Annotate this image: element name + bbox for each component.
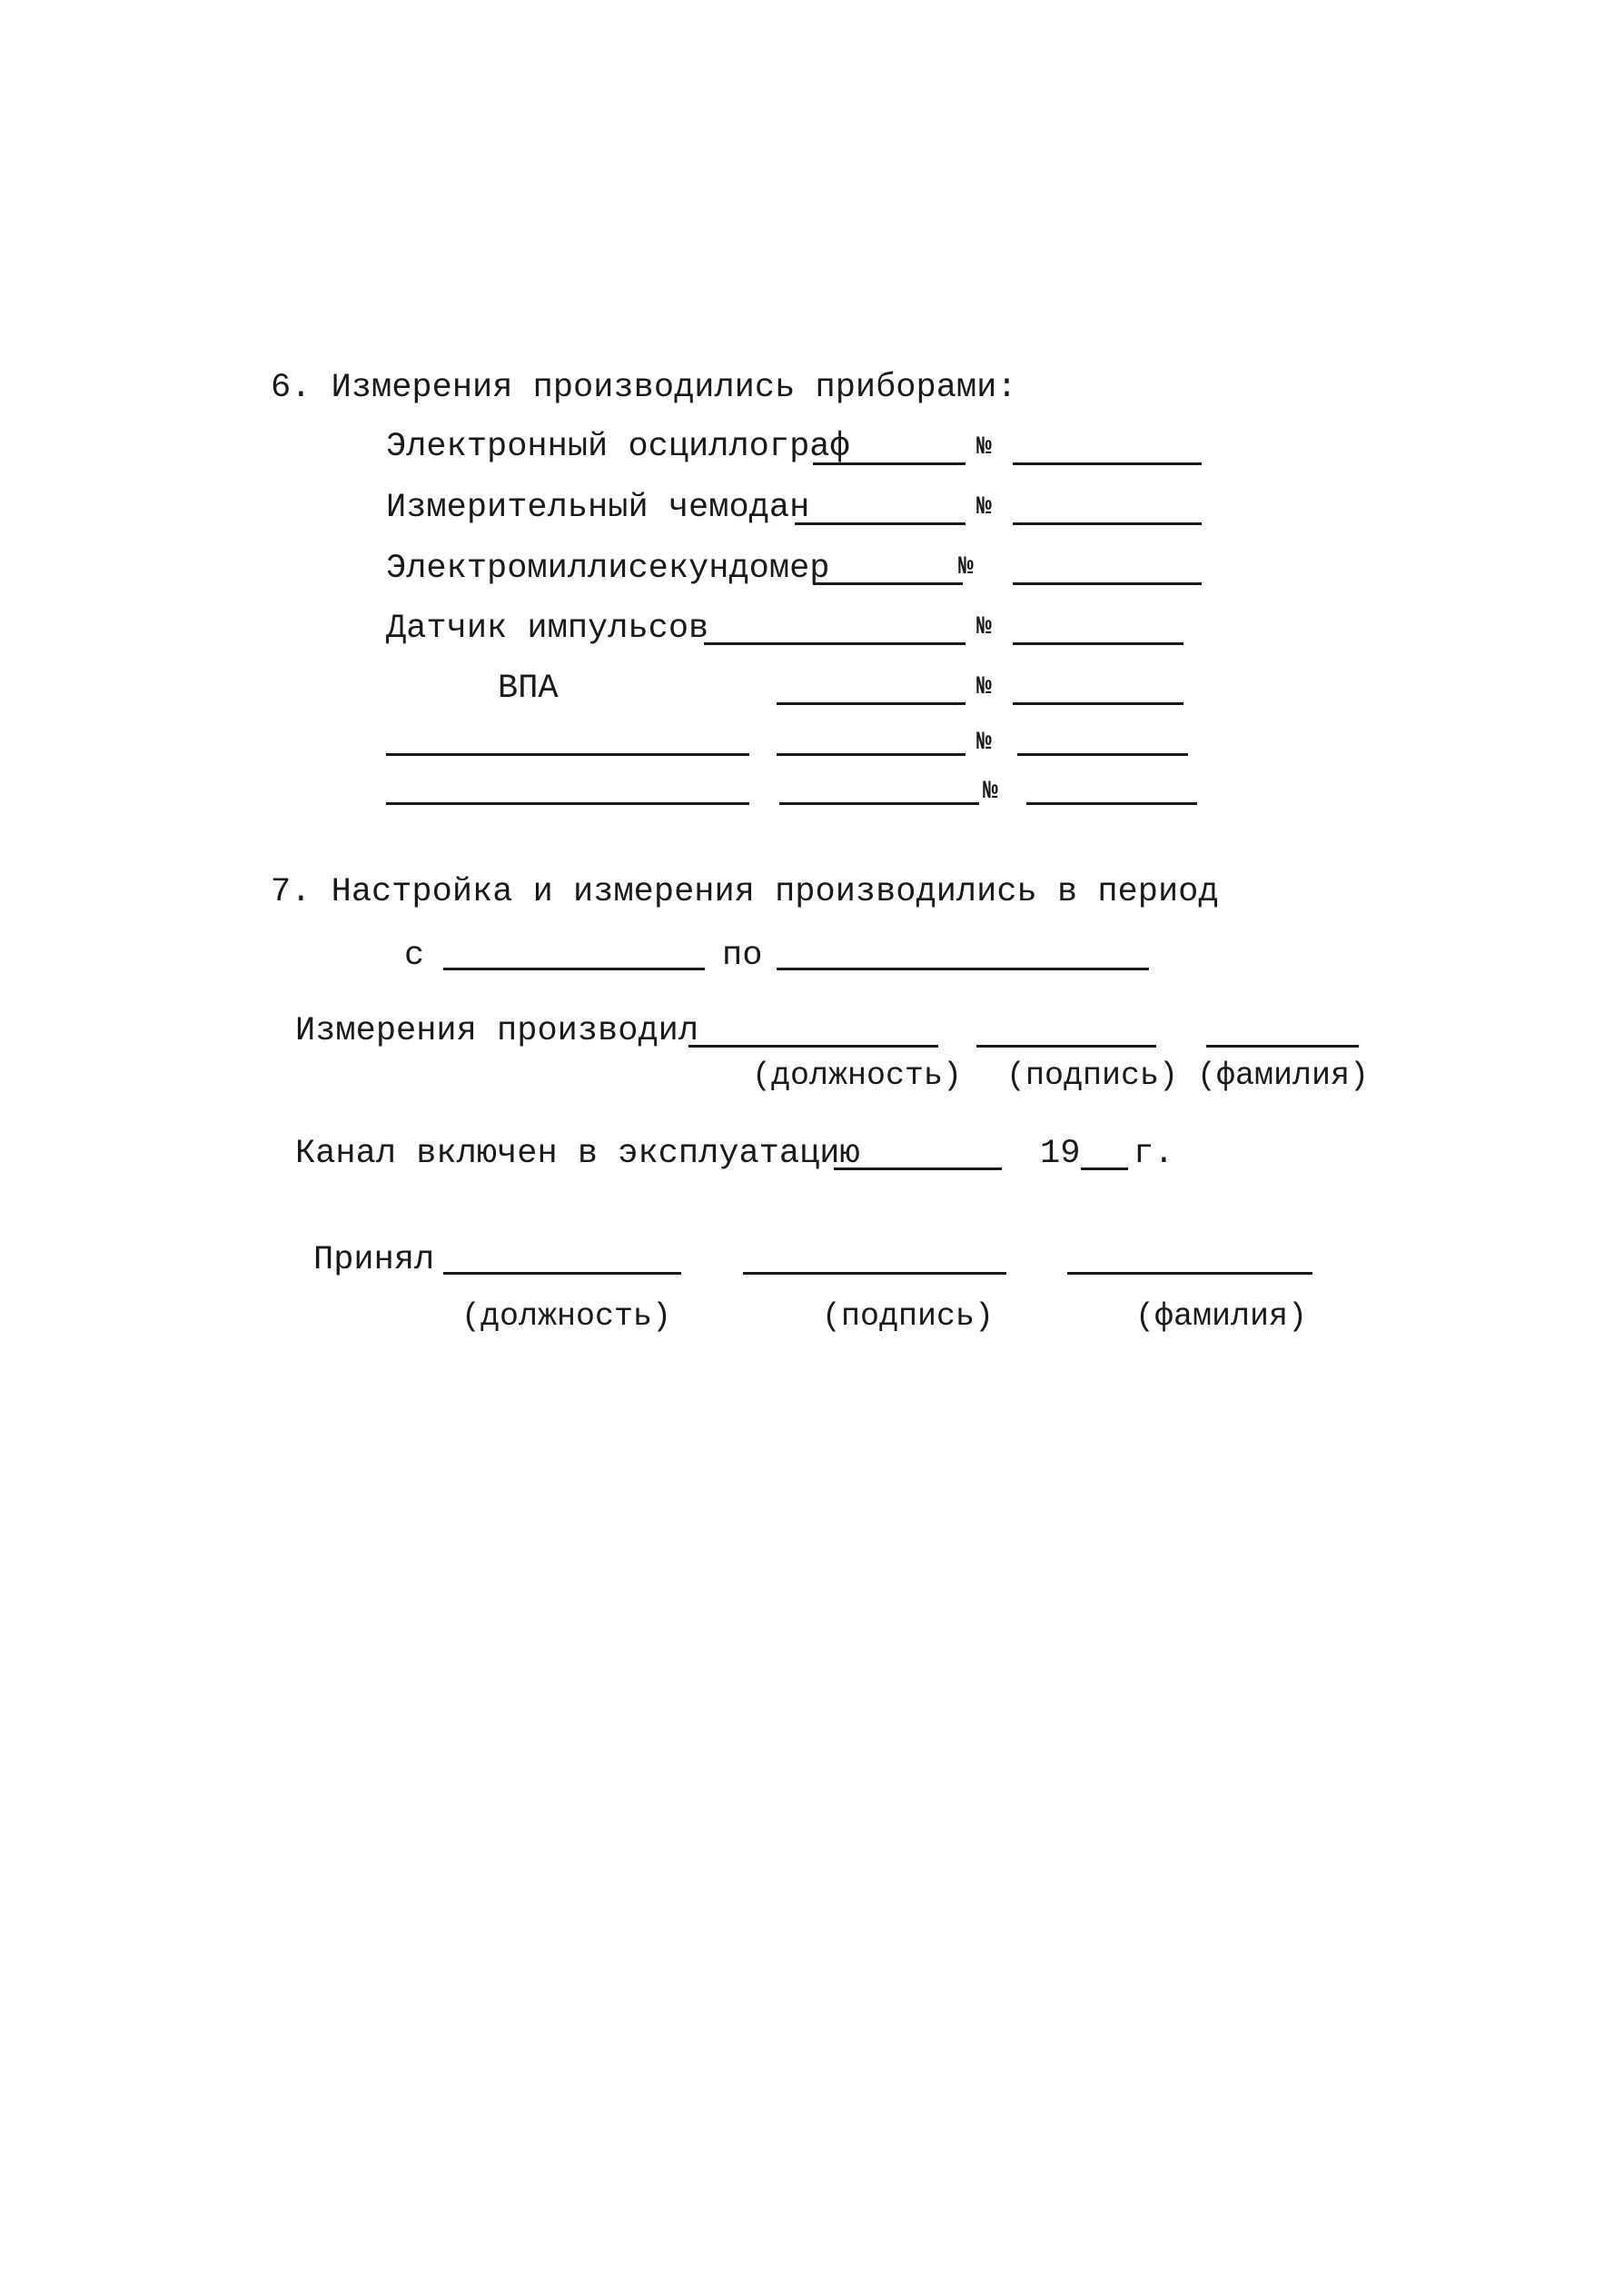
measured-by-signature-field[interactable] (976, 1045, 1156, 1048)
period-to-label: по (722, 937, 763, 975)
instrument-type-field[interactable] (777, 702, 965, 705)
instrument-type-field[interactable] (813, 462, 965, 465)
instrument-type-field[interactable] (795, 522, 965, 525)
measured-by-surname-field[interactable] (1206, 1045, 1359, 1048)
accepted-by-position-caption: (должность) (461, 1298, 672, 1335)
instrument-label: Электронный осциллограф (386, 428, 850, 466)
number-sign: № (976, 729, 992, 757)
commissioning-year-prefix: 19 (1040, 1135, 1081, 1173)
number-sign: № (983, 778, 998, 806)
section-6-heading: 6. Измерения производились приборами: (271, 369, 1017, 407)
instrument-name-field[interactable] (386, 753, 749, 756)
measured-by-position-caption: (должность) (752, 1058, 963, 1094)
instrument-number-field[interactable] (1013, 582, 1202, 585)
instrument-label: ВПА (498, 670, 559, 708)
accepted-by-surname-caption: (фамилия) (1135, 1298, 1308, 1335)
instrument-label: Датчик импульсов (386, 610, 709, 648)
number-sign: № (958, 553, 974, 581)
section-7-heading: 7. Настройка и измерения производились в период (271, 873, 1219, 911)
measured-by-label: Измерения производил (295, 1012, 699, 1050)
commissioning-year-field[interactable] (1081, 1167, 1128, 1170)
instrument-number-field[interactable] (1013, 462, 1202, 465)
commissioning-label: Канал включен в эксплуатацию (295, 1135, 860, 1173)
accepted-by-signature-field[interactable] (743, 1272, 1006, 1275)
commissioning-date-field[interactable] (834, 1167, 1002, 1170)
instrument-label: Электромиллисекундомер (386, 550, 830, 588)
period-from-label: с (404, 937, 425, 975)
instrument-number-field[interactable] (1013, 642, 1183, 645)
period-from-field[interactable] (443, 968, 705, 970)
instrument-label: Измерительный чемодан (386, 489, 810, 527)
number-sign: № (976, 673, 992, 701)
instrument-type-field[interactable] (704, 642, 965, 645)
number-sign: № (976, 433, 992, 462)
instrument-type-field[interactable] (813, 582, 963, 585)
accepted-by-signature-caption: (подпись) (822, 1298, 995, 1335)
measured-by-surname-caption: (фамилия) (1197, 1058, 1370, 1094)
accepted-by-label: Принял (313, 1241, 435, 1279)
instrument-name-field[interactable] (386, 802, 749, 805)
instrument-type-field[interactable] (777, 753, 965, 756)
instrument-number-field[interactable] (1017, 753, 1188, 756)
instrument-number-field[interactable] (1026, 802, 1197, 805)
accepted-by-position-field[interactable] (443, 1272, 681, 1275)
instrument-number-field[interactable] (1013, 702, 1183, 705)
measured-by-signature-caption: (подпись) (1006, 1058, 1179, 1094)
measured-by-position-field[interactable] (688, 1045, 938, 1048)
accepted-by-surname-field[interactable] (1067, 1272, 1312, 1275)
period-to-field[interactable] (777, 968, 1149, 970)
number-sign: № (976, 613, 992, 641)
instrument-type-field[interactable] (779, 802, 979, 805)
commissioning-year-suffix: г. (1134, 1135, 1174, 1173)
instrument-number-field[interactable] (1013, 522, 1202, 525)
number-sign: № (976, 493, 992, 522)
